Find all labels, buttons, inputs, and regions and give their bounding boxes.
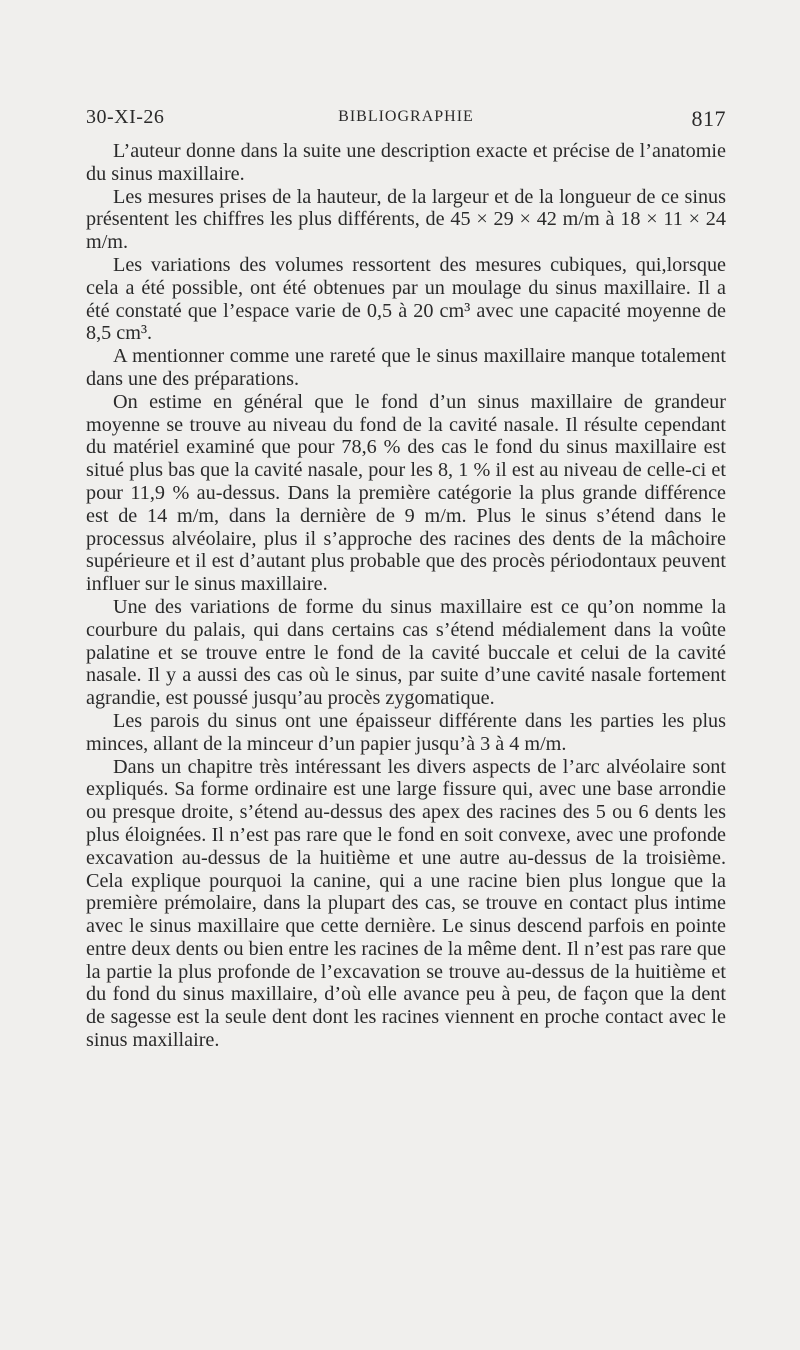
paragraph: Les mesures prises de la hauteur, de la largeur et de la longueur de ce sinus présentent les chiffres les plus différents, de 45 × 29 × 42 m/m à 18 × 11 × 24 m/m. (86, 185, 726, 254)
header-date: 30-XI-26 (86, 106, 165, 128)
running-header (86, 100, 726, 140)
paragraph: Dans un chapitre très intéressant les divers aspects de l’arc alvéolaire sont expliqués. Sa forme ordinaire est une large fissure qui, avec une base arrondie ou presque droite, s’étend au-dessus des apex des racines des 5 ou 6 dents les plus éloignées. Il n’est pas rare que le fond en soit convexe, avec une profonde excavation au-dessus de la huitième et une autre au-dessus de la troisième. Cela explique pourquoi la canine, qui a une racine bien plus longue que la première prémolaire, dans la plupart des cas, se trouve en contact plus intime avec le sinus maxillaire que cette dernière. Le sinus descend parfois en pointe entre deux dents ou bien entre les racines de la même dent. Il n’est pas rare que la partie la plus profonde de l’excavation se trouve au-dessus de la huitième et du fond du sinus maxillaire, d’où elle avance peu à peu, de façon que la dent de sagesse est la seule dent dont les racines viennent en proche contact avec le sinus maxillaire. (86, 755, 726, 1052)
paragraph: Les parois du sinus ont une épaisseur différente dans les parties les plus minces, allant de la minceur d’un papier jusqu’à 3 à 4 m/m. (86, 709, 726, 755)
paragraph: Une des variations de forme du sinus maxillaire est ce qu’on nomme la courbure du palais, qui dans certains cas s’étend médialement dans la voûte palatine et se trouve entre le fond de la cavité buccale et celui de la cavité nasale. Il y a aussi des cas où le sinus, par suite d’une cavité nasale fortement agrandie, est poussé jusqu’au procès zygomatique. (86, 595, 726, 710)
paragraph: On estime en général que le fond d’un sinus maxillaire de grandeur moyenne se trouve au niveau du fond de la cavité nasale. Il résulte cependant du matériel examiné que pour 78,6 % des cas le fond du sinus maxillaire est situé plus bas que la cavité nasale, pour les 8, 1 % il est au niveau de celle-ci et pour 11,9 % au-dessus. Dans la première catégorie la plus grande différence est de 14 m/m, dans la dernière de 9 m/m. Plus le sinus s’étend dans le processus alvéolaire, plus il s’approche des racines des dents de la mâchoire supérieure et il est d’autant plus probable que des procès périodontaux peuvent influer sur le sinus maxillaire. (86, 390, 726, 596)
header-title: BIBLIOGRAPHIE (338, 108, 474, 125)
page-number: 817 (691, 106, 726, 131)
paragraph: Les variations des volumes ressortent des mesures cubiques, qui,lorsque cela a été possible, ont été obtenues par un moulage du sinus maxillaire. Il a été constaté que l’espace varie de 0,5 à 20 cm³ avec une capacité moyenne de 8,5 cm³. (86, 253, 726, 345)
paragraph: A mentionner comme une rareté que le sinus maxillaire manque totalement dans une des préparations. (86, 345, 726, 390)
paragraph: L’auteur donne dans la suite une description exacte et précise de l’anatomie du sinus maxillaire. (86, 140, 726, 185)
body-text (86, 140, 726, 1052)
document-page (86, 100, 726, 1052)
